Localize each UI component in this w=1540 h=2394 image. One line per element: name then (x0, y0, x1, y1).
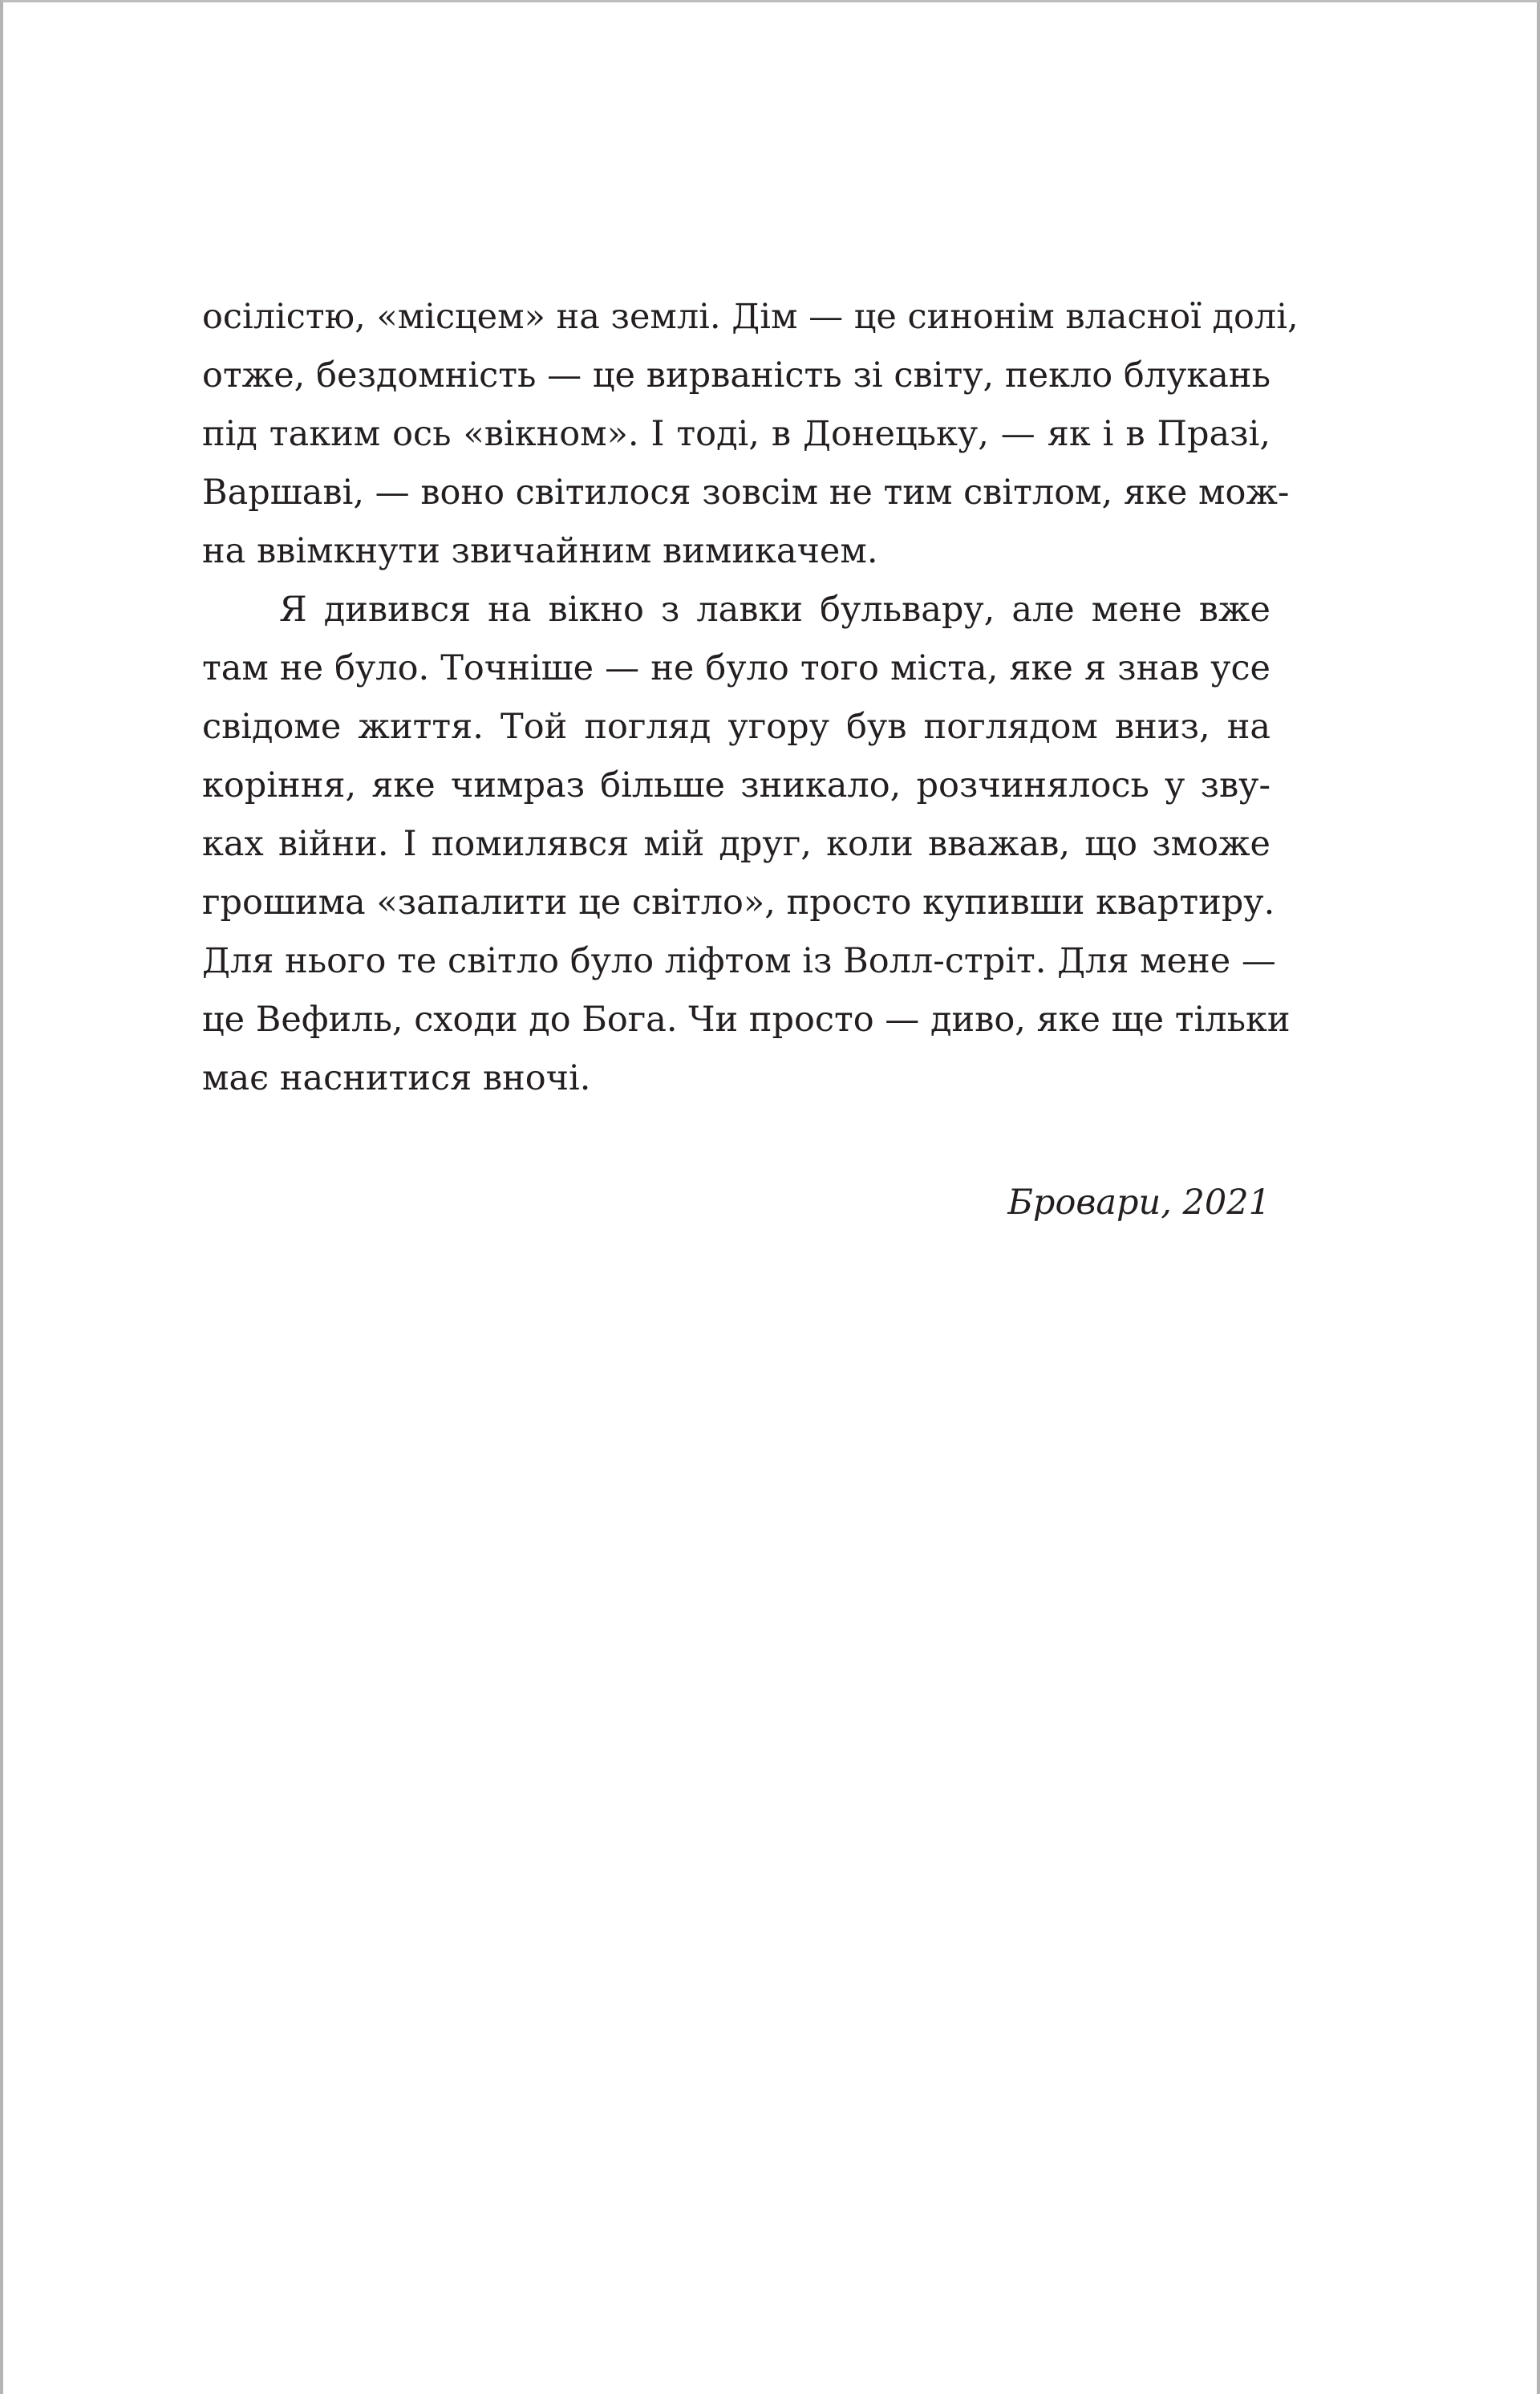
text-line: Для нього те світло було ліфтом із Волл-стріт. Для мене — (202, 941, 1276, 981)
text-line: осілістю, «місцем» на землі. Дім — це синонім власної долі, (202, 297, 1299, 337)
text-line: отже, бездомність — це вирваність зі світу, пекло блукань (202, 355, 1270, 396)
text-line: свідоме життя. Той погляд угору був поглядом вниз, на (202, 707, 1270, 747)
paragraph-2 (202, 581, 1291, 1108)
text-line: це Вефиль, сходи до Бога. Чи просто — диво, яке ще тільки (202, 1000, 1291, 1040)
text-line: має наснитися вночі. (202, 1058, 591, 1098)
text-line: грошима «запалити це світло», просто купивши квартиру. (202, 883, 1275, 923)
text-line: коріння, яке чимраз більше зникало, розчинялось у зву- (202, 765, 1270, 805)
text-line: Варшаві, — воно світилося зовсім не тим світлом, яке мож- (202, 473, 1290, 513)
text-line: там не було. Точніше — не було того міста, яке я знав усе (202, 648, 1270, 688)
text-line: Я дивився на вікно з лавки бульвару, але мене вже (279, 590, 1270, 630)
place-date-signature: Бровари, 2021 (1007, 1183, 1270, 1223)
text-line: на ввімкнути звичайним вимикачем. (202, 531, 878, 571)
paragraph-1 (202, 288, 1299, 581)
text-line: під таким ось «вікном». І тоді, в Донецьку, — як і в Празі, (202, 414, 1270, 454)
body-text (202, 288, 1299, 1108)
text-line: ках війни. І помилявся мій друг, коли вважав, що зможе (202, 824, 1270, 864)
